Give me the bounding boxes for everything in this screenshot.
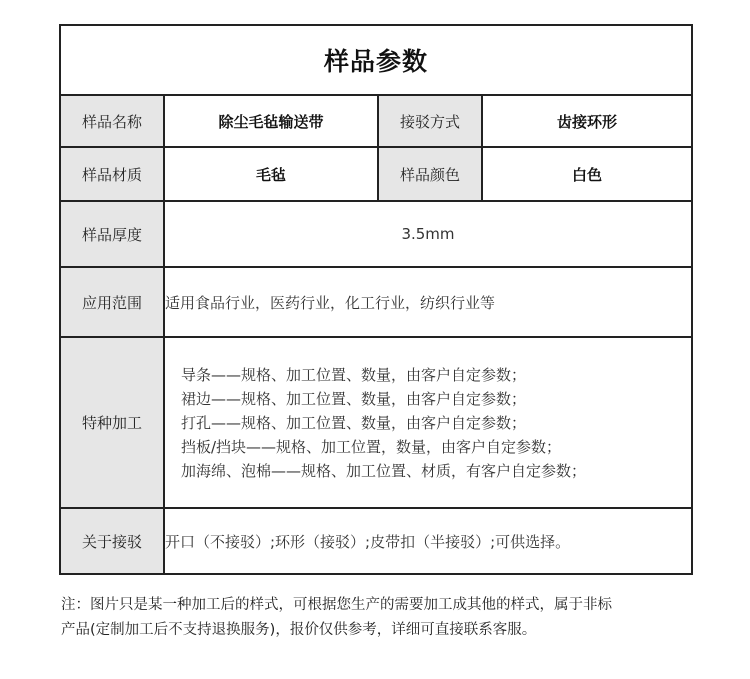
value-about-joint: 开口（不接驳）;环形（接驳）;皮带扣（半接驳）;可供选择。 <box>164 508 692 574</box>
label-sample-color: 样品颜色 <box>378 147 482 201</box>
label-sample-material: 样品材质 <box>60 147 164 201</box>
list-item: 加海绵、泡棉——规格、加工位置、材质，有客户自定参数； <box>181 461 587 480</box>
value-sample-color: 白色 <box>482 147 692 201</box>
list-item: 导条——规格、加工位置、数量，由客户自定参数； <box>181 365 527 384</box>
footnote <box>61 593 701 643</box>
value-sample-material: 毛毡 <box>164 147 378 201</box>
footnote-line-2: 产品(定制加工后不支持退换服务)，报价仅供参考，详细可直接联系客服。 <box>61 622 537 638</box>
footnote-line-1: 注：图片只是某一种加工后的样式，可根据您生产的需要加工成其他的样式，属于非标 <box>61 597 612 613</box>
list-item: 裙边——规格、加工位置、数量，由客户自定参数； <box>181 389 527 408</box>
value-joint-method: 齿接环形 <box>482 95 692 147</box>
label-joint-method: 接驳方式 <box>378 95 482 147</box>
table-title: 样品参数 <box>60 25 692 95</box>
value-sample-thickness: 3.5mm <box>164 201 692 267</box>
special-processing-cell <box>164 337 692 508</box>
value-application-range: 适用食品行业，医药行业，化工行业，纺织行业等 <box>164 267 692 337</box>
list-item: 挡板/挡块——规格、加工位置，数量，由客户自定参数； <box>181 437 562 456</box>
list-item: 打孔——规格、加工位置、数量，由客户自定参数； <box>181 413 527 432</box>
special-processing-list <box>165 363 691 483</box>
spec-table <box>59 24 693 575</box>
label-sample-thickness: 样品厚度 <box>60 201 164 267</box>
value-sample-name: 除尘毛毡输送带 <box>164 95 378 147</box>
label-about-joint: 关于接驳 <box>60 508 164 574</box>
label-sample-name: 样品名称 <box>60 95 164 147</box>
label-application-range: 应用范围 <box>60 267 164 337</box>
label-special-processing: 特种加工 <box>60 337 164 508</box>
